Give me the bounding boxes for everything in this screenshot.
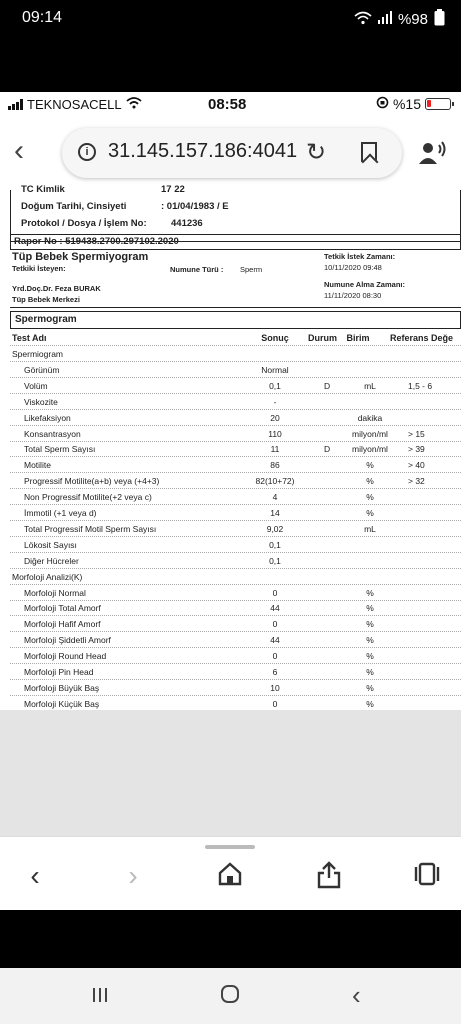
ios-clock: 08:58 bbox=[208, 96, 247, 113]
ios-carrier bbox=[8, 97, 142, 112]
info-icon[interactable]: i bbox=[78, 143, 96, 161]
unit-value: % bbox=[366, 508, 374, 518]
sample-type-value: Sperm bbox=[240, 265, 263, 274]
result-value: 44 bbox=[270, 603, 280, 614]
test-name: Morfoloji Büyük Baş bbox=[24, 682, 100, 693]
address-bar[interactable] bbox=[62, 128, 402, 178]
test-name: Morfoloji Şiddetli Amorf bbox=[24, 635, 111, 646]
col-test: Test Adı bbox=[12, 333, 47, 343]
reference-range: > 39 bbox=[408, 444, 425, 455]
result-value: 9,02 bbox=[266, 523, 284, 534]
test-name: İmmotil (+1 veya d) bbox=[24, 508, 97, 518]
test-name: Volüm bbox=[24, 380, 48, 391]
unit-value: % bbox=[366, 619, 374, 630]
table-row bbox=[10, 648, 461, 664]
test-name: Viskozite bbox=[24, 396, 58, 407]
voice-search-icon[interactable] bbox=[418, 140, 446, 166]
test-name: Morfoloji Analizi(K) bbox=[12, 571, 83, 582]
cell-signal-icon bbox=[8, 99, 23, 110]
result-value: Normal bbox=[261, 364, 289, 375]
result-value: 11 bbox=[270, 444, 280, 455]
test-name: Non Progressif Motilite(+2 veya c) bbox=[24, 492, 152, 503]
wifi-icon bbox=[126, 97, 142, 112]
result-value: 44 bbox=[270, 635, 280, 646]
browser-bottom-toolbar bbox=[0, 836, 461, 910]
status-flag: D bbox=[324, 444, 331, 455]
test-name: Likefaksiyon bbox=[24, 412, 71, 423]
ios-battery-text: %15 bbox=[392, 96, 421, 112]
test-name: Spermiogram bbox=[12, 349, 64, 359]
unit-value: milyon/ml bbox=[352, 444, 388, 455]
test-name: Diğer Hücreler bbox=[24, 555, 79, 566]
result-value: 0,1 bbox=[269, 539, 281, 550]
protocol-label: Protokol / Dosya / İşlem No: bbox=[21, 218, 147, 229]
wifi-icon bbox=[354, 11, 372, 29]
col-status: Durum bbox=[308, 333, 337, 343]
sampling-time-label: Numune Alma Zamanı: bbox=[324, 280, 405, 289]
battery-low-icon bbox=[425, 98, 451, 110]
result-value: 86 bbox=[270, 460, 280, 471]
unit-value: % bbox=[366, 492, 374, 503]
requester-label: Tetkiki İsteyen: bbox=[12, 264, 66, 273]
col-reference: Referans Değe bbox=[390, 333, 454, 343]
unit-value: % bbox=[366, 651, 374, 662]
back-arrow-icon[interactable]: ‹ bbox=[14, 134, 24, 167]
test-name: Lökosit Sayısı bbox=[24, 539, 77, 550]
spermogram-title: Spermogram bbox=[15, 314, 77, 325]
col-unit: Birim bbox=[346, 333, 370, 343]
unit-value: % bbox=[366, 603, 374, 614]
home-nav-icon[interactable] bbox=[220, 984, 240, 1010]
device-status-icons bbox=[354, 9, 445, 30]
sampling-time-value: 11/11/2020 08:30 bbox=[324, 291, 382, 300]
table-row bbox=[10, 426, 461, 442]
bookmark-icon[interactable] bbox=[361, 142, 377, 162]
test-name: Progressif Motilite(a+b) veya (+4+3) bbox=[24, 476, 160, 487]
recent-apps-icon[interactable] bbox=[91, 984, 109, 1010]
home-icon[interactable] bbox=[215, 861, 245, 891]
test-name: Morfoloji Pin Head bbox=[24, 667, 94, 677]
table-row bbox=[10, 664, 461, 680]
table-row bbox=[10, 680, 461, 696]
table-row bbox=[10, 457, 461, 473]
browser-address-area bbox=[0, 118, 461, 190]
result-value: 20 bbox=[270, 412, 280, 423]
ios-status-bar bbox=[0, 92, 461, 118]
sample-type-label: Numune Türü : bbox=[170, 265, 224, 274]
table-row bbox=[10, 616, 461, 632]
table-row bbox=[10, 346, 461, 362]
back-nav-icon[interactable]: ‹ bbox=[352, 980, 361, 1010]
dob-value: : 01/04/1983 / E bbox=[161, 201, 229, 212]
device-status-bar bbox=[0, 0, 461, 36]
report-document bbox=[0, 184, 461, 710]
table-row bbox=[10, 362, 461, 378]
result-value: 0 bbox=[272, 619, 278, 630]
test-name: Motilite bbox=[24, 460, 51, 471]
test-name: Morfoloji Total Amorf bbox=[24, 603, 101, 614]
device-clock: 09:14 bbox=[22, 9, 63, 26]
unit-value: % bbox=[366, 682, 374, 693]
table-row bbox=[10, 600, 461, 616]
result-value: 4 bbox=[272, 492, 278, 503]
report-number-box bbox=[10, 234, 461, 250]
result-value: 82(10+72) bbox=[255, 476, 295, 487]
drag-handle[interactable] bbox=[205, 845, 255, 849]
table-row bbox=[10, 521, 461, 537]
ios-battery bbox=[376, 96, 451, 112]
protocol-value: 441236 bbox=[171, 218, 203, 229]
report-number: Rapor No : 519438.2700.297102.2020 bbox=[14, 236, 179, 247]
test-name: Morfoloji Hafif Amorf bbox=[24, 619, 101, 630]
test-name: Total Sperm Sayısı bbox=[24, 444, 96, 455]
reload-icon[interactable]: ↻ bbox=[306, 139, 327, 166]
test-name: Total Progressif Motil Sperm Sayısı bbox=[24, 523, 157, 534]
screenshot-image bbox=[0, 92, 461, 910]
unit-value: % bbox=[366, 635, 374, 646]
table-header-row bbox=[10, 330, 461, 346]
doctor-name: Yrd.Doç.Dr. Feza BURAK bbox=[12, 284, 101, 293]
result-value: 6 bbox=[272, 667, 278, 677]
reference-range: > 40 bbox=[408, 460, 425, 471]
android-nav-bar bbox=[0, 968, 461, 1024]
request-time-value: 10/11/2020 09:48 bbox=[324, 263, 382, 272]
spermogram-header-box bbox=[10, 311, 461, 329]
reference-range: > 15 bbox=[408, 428, 425, 439]
signal-icon bbox=[378, 11, 392, 28]
unit-value: % bbox=[366, 698, 374, 709]
unit-value: % bbox=[366, 460, 374, 471]
table-row bbox=[10, 441, 461, 457]
test-name: Morfoloji Round Head bbox=[24, 651, 107, 662]
result-value: 0,1 bbox=[269, 380, 281, 391]
unit-value: % bbox=[366, 587, 374, 598]
table-row bbox=[10, 473, 461, 489]
result-value: 0,1 bbox=[269, 555, 281, 566]
forward-icon[interactable]: › bbox=[128, 860, 138, 891]
table-row bbox=[10, 394, 461, 410]
result-value: 14 bbox=[270, 508, 280, 518]
table-row bbox=[10, 553, 461, 569]
test-name: Morfoloji Normal bbox=[24, 587, 86, 598]
unit-value: % bbox=[366, 667, 374, 677]
table-row bbox=[10, 569, 461, 585]
screen-bezel-band bbox=[0, 36, 461, 92]
dob-label: Doğum Tarihi, Cinsiyeti bbox=[21, 201, 127, 212]
result-value: 0 bbox=[272, 698, 278, 709]
test-name: Konsantrasyon bbox=[24, 428, 81, 439]
request-time-label: Tetkik İstek Zamanı: bbox=[324, 252, 396, 261]
url-text[interactable]: 31.145.157.186:4041 bbox=[108, 140, 298, 162]
tabs-icon[interactable] bbox=[412, 861, 442, 891]
table-row bbox=[10, 410, 461, 426]
status-flag: D bbox=[324, 380, 331, 391]
test-info-box bbox=[10, 250, 461, 308]
table-row bbox=[10, 537, 461, 553]
unit-value: milyon/ml bbox=[352, 428, 388, 439]
reference-range: 1,5 - 6 bbox=[408, 380, 433, 391]
result-value: 0 bbox=[272, 651, 278, 662]
page-empty-area bbox=[0, 710, 461, 836]
device-battery-text: %98 bbox=[397, 11, 428, 28]
test-name: Morfoloji Küçük Baş bbox=[24, 698, 100, 709]
battery-icon bbox=[434, 9, 445, 30]
carrier-name: TEKNOSACELL bbox=[27, 97, 122, 112]
table-row bbox=[10, 505, 461, 521]
center-name: Tüp Bebek Merkezi bbox=[12, 295, 80, 304]
tc-value-cut: 17 22 bbox=[161, 184, 185, 195]
table-row bbox=[10, 378, 461, 394]
unit-value: dakika bbox=[357, 412, 383, 423]
unit-value: mL bbox=[364, 523, 376, 534]
tc-label-cut: TC Kimlik bbox=[21, 184, 65, 195]
table-row bbox=[10, 489, 461, 505]
back-icon[interactable]: ‹ bbox=[30, 860, 40, 891]
test-name: Görünüm bbox=[24, 364, 60, 375]
share-icon[interactable] bbox=[314, 861, 344, 891]
unit-value: mL bbox=[364, 380, 376, 391]
result-value: 10 bbox=[270, 682, 280, 693]
result-value: 110 bbox=[268, 428, 282, 439]
orientation-lock-icon bbox=[376, 96, 389, 112]
section-title: Tüp Bebek Spermiyogram bbox=[12, 251, 149, 263]
unit-value: % bbox=[366, 476, 374, 487]
reference-range: > 32 bbox=[408, 476, 425, 487]
col-result: Sonuç bbox=[261, 333, 289, 343]
table-row bbox=[10, 632, 461, 648]
result-value: - bbox=[273, 396, 277, 407]
table-row bbox=[10, 585, 461, 601]
result-value: 0 bbox=[272, 587, 278, 598]
